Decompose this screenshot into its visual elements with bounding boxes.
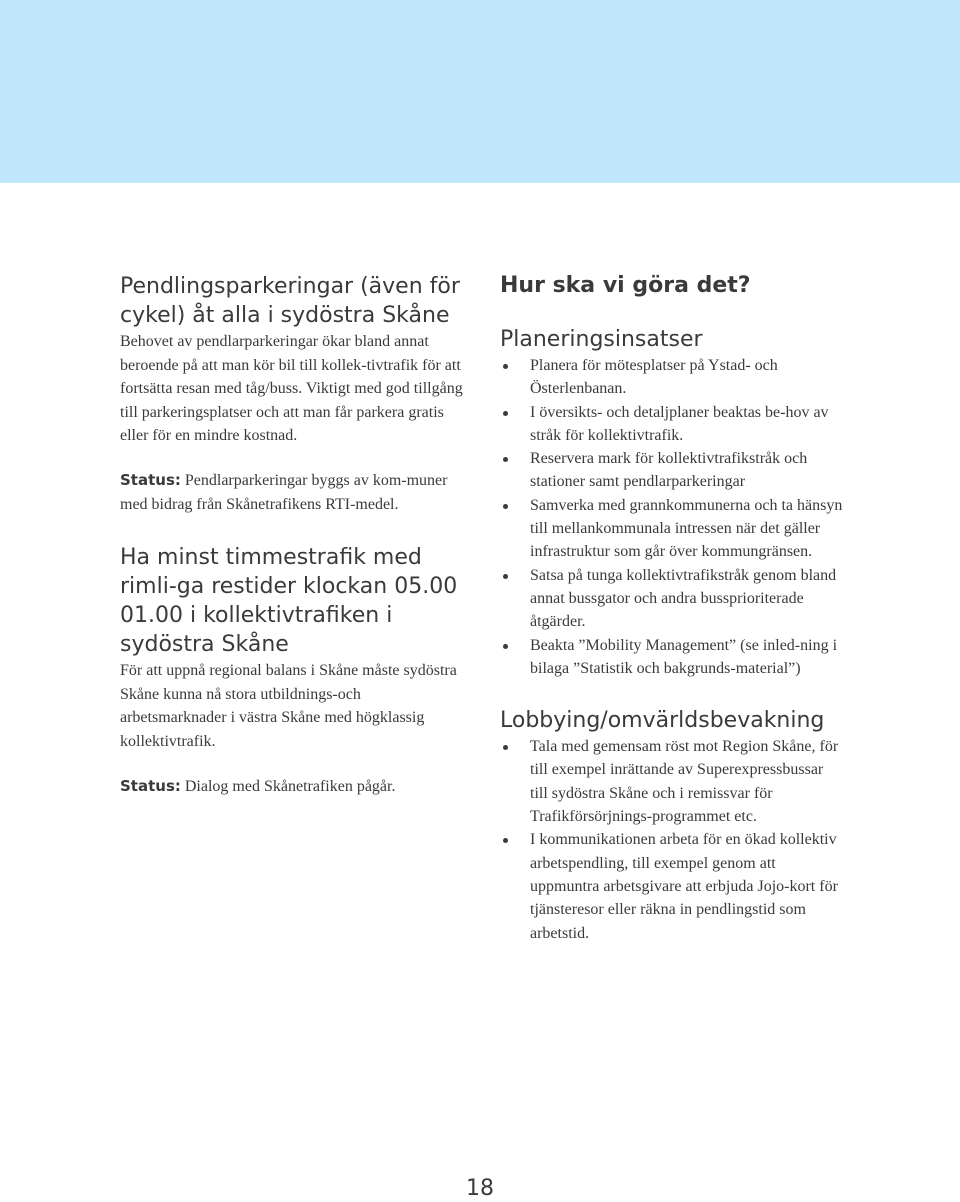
planering-list: [500, 354, 845, 680]
page-number: 18: [466, 1176, 494, 1201]
status-label: Status:: [120, 470, 181, 489]
list-item: Tala med gemensam röst mot Region Skåne, för till exempel inrättande av Superexpressbussar till sydöstra Skåne och i remissvar för Trafikförsörjnings-programmet etc.: [500, 735, 845, 828]
list-item: Reservera mark för kollektivtrafikstråk och stationer samt pendlarparkeringar: [500, 447, 845, 494]
list-item: Samverka med grannkommunerna och ta hänsyn till mellankommunala intressen när det gäller infrastruktur som går över kommungränsen.: [500, 494, 845, 564]
lobbying-heading: Lobbying/omvärldsbevakning: [500, 708, 825, 734]
list-item: Satsa på tunga kollektivtrafikstråk genom bland annat bussgator och andra bussprioriterade åtgärder.: [500, 564, 845, 634]
planering-heading: Planeringsinsatser: [500, 327, 703, 352]
section-body-pendling: Behovet av pendlarparkeringar ökar bland annat beroende på att man kör bil till kollek-tivtrafik för att fortsätta resan med tåg/buss. Viktigt med god tillgång till parkeringsplatser och att man får parkera gratis eller för en mindre kostnad.: [120, 333, 463, 445]
header-band: [0, 0, 960, 183]
status-text: Dialog med Skånetrafiken pågår.: [184, 777, 396, 795]
section-heading-pendling: Pendlingsparkeringar (även för cykel) åt alla i sydöstra Skåne: [120, 274, 460, 328]
list-item: Beakta ”Mobility Management” (se inled-ning i bilaga ”Statistik och bakgrunds-material”): [500, 634, 845, 681]
status-paragraph-timmestrafik: [120, 775, 465, 799]
status-paragraph-pendling: [120, 469, 465, 516]
left-column: [120, 272, 465, 798]
list-item: Planera för mötesplatser på Ystad- och Österlenbanan.: [500, 354, 845, 401]
status-text: Pendlarparkeringar byggs av kom-muner med bidrag från Skånetrafikens RTI-medel.: [120, 471, 448, 513]
lobbying-list: [500, 735, 845, 945]
section-heading-timmestrafik: Ha minst timmestrafik med rimli-ga restider klockan 05.00 01.00 i kollektivtrafiken i sydöstra Skåne: [120, 545, 458, 658]
list-item: I kommunikationen arbeta för en ökad kollektiv arbetspendling, till exempel genom att uppmuntra arbetsgivare att erbjuda Jojo-kort för tjänsteresor eller räkna in pendlingstid som arbetstid.: [500, 828, 845, 944]
list-item: I översikts- och detaljplaner beaktas be-hov av stråk för kollektivtrafik.: [500, 401, 845, 448]
status-label: Status:: [120, 776, 181, 795]
main-question-heading: Hur ska vi göra det?: [500, 273, 751, 298]
section-body-timmestrafik: För att uppnå regional balans i Skåne måste sydöstra Skåne kunna nå stora utbildnings-och arbetsmarknader i västra Skåne med högklassig kollektivtrafik.: [120, 662, 457, 750]
right-column: [500, 272, 845, 945]
